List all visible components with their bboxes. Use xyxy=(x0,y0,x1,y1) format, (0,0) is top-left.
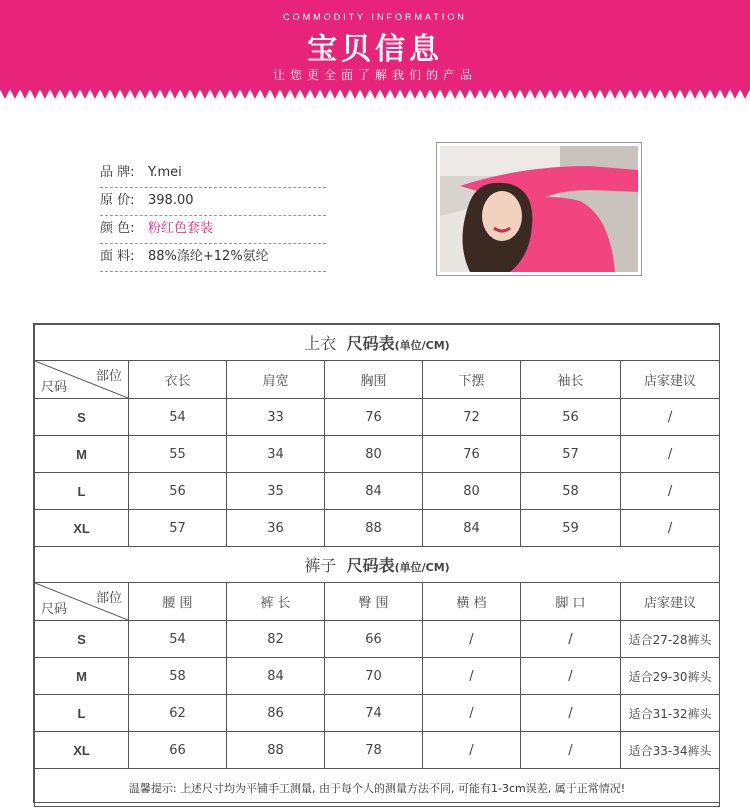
info-row-brand xyxy=(100,160,326,188)
table-cell: 57 xyxy=(129,510,227,547)
table-cell: 80 xyxy=(325,436,423,473)
column-header: 横 档 xyxy=(423,583,521,621)
table-cell: 56 xyxy=(129,473,227,510)
table-row xyxy=(35,695,720,732)
table-cell: 54 xyxy=(129,399,227,436)
info-row-color xyxy=(100,216,326,244)
table-cell: / xyxy=(423,658,521,695)
pants-table-title xyxy=(35,547,720,583)
table-cell: 34 xyxy=(227,436,325,473)
zigzag-divider xyxy=(0,89,750,99)
table-cell: 36 xyxy=(227,510,325,547)
table-cell: 58 xyxy=(521,473,621,510)
table-row xyxy=(35,621,720,658)
table-cell: 84 xyxy=(325,473,423,510)
corner-cell xyxy=(35,361,129,399)
table-cell: 58 xyxy=(129,658,227,695)
table-cell: / xyxy=(423,695,521,732)
page-subtitle: 让您更全面了解我们的产品 xyxy=(272,68,477,82)
corner-label-size: 尺码 xyxy=(41,380,68,395)
table-cell: 适合33-34裤头 xyxy=(621,732,720,769)
table-row xyxy=(35,732,720,769)
size-label: XL xyxy=(35,732,129,769)
size-label: L xyxy=(35,695,129,732)
top-table-title xyxy=(35,325,720,361)
table-cell: 78 xyxy=(325,732,423,769)
table-cell: 80 xyxy=(423,473,521,510)
size-label: M xyxy=(35,658,129,695)
info-row-price xyxy=(100,188,326,216)
column-header: 腰 围 xyxy=(129,583,227,621)
table-cell: 76 xyxy=(325,399,423,436)
table-cell: / xyxy=(521,658,621,695)
table-cell: 59 xyxy=(521,510,621,547)
table-cell: 56 xyxy=(521,399,621,436)
table-cell: 88 xyxy=(325,510,423,547)
column-header: 臀 围 xyxy=(325,583,423,621)
table-cell: 84 xyxy=(227,658,325,695)
table-cell: 84 xyxy=(423,510,521,547)
table-cell: 适合31-32裤头 xyxy=(621,695,720,732)
table-cell: / xyxy=(521,695,621,732)
product-photo xyxy=(436,142,642,276)
table-cell: / xyxy=(621,510,720,547)
info-label: 品 牌: xyxy=(100,165,135,180)
column-header: 衣长 xyxy=(129,361,227,399)
footer-note: 温馨提示: 上述尺寸均为平铺手工测量, 由于每个人的测量方法不同, 可能有1-3cm误差, 属于正常情况! xyxy=(35,769,720,807)
table-cell: / xyxy=(621,399,720,436)
corner-label-part: 部位 xyxy=(95,591,122,606)
page-title: 宝贝信息 xyxy=(307,32,443,67)
table-cell: 76 xyxy=(423,436,521,473)
table-cell: 54 xyxy=(129,621,227,658)
table-cell: 74 xyxy=(325,695,423,732)
table-cell: 66 xyxy=(129,732,227,769)
table-cell: / xyxy=(521,621,621,658)
column-header: 胸围 xyxy=(325,361,423,399)
info-value: 398.00 xyxy=(148,193,194,208)
table-cell: / xyxy=(621,436,720,473)
table-unit: (单位/CM) xyxy=(394,561,450,574)
table-title-main: 尺码表 xyxy=(346,334,395,353)
column-header: 肩宽 xyxy=(227,361,325,399)
info-value: Y.mei xyxy=(148,165,182,180)
info-value: 粉红色套装 xyxy=(148,221,214,236)
size-chart xyxy=(33,323,720,803)
column-header: 店家建议 xyxy=(621,583,720,621)
info-value: 88%涤纶+12%氨纶 xyxy=(148,249,269,264)
header-banner xyxy=(0,0,750,90)
table-cell: 82 xyxy=(227,621,325,658)
column-header: 脚 口 xyxy=(521,583,621,621)
corner-label-part: 部位 xyxy=(95,369,122,384)
size-table xyxy=(34,324,720,807)
table-cell: 57 xyxy=(521,436,621,473)
column-header: 袖长 xyxy=(521,361,621,399)
column-header: 下摆 xyxy=(423,361,521,399)
table-cell: 33 xyxy=(227,399,325,436)
table-cell: 70 xyxy=(325,658,423,695)
size-label: XL xyxy=(35,510,129,547)
table-cell: / xyxy=(423,621,521,658)
size-label: L xyxy=(35,473,129,510)
table-cell: / xyxy=(621,473,720,510)
size-label: S xyxy=(35,621,129,658)
table-row xyxy=(35,658,720,695)
table-title-prefix: 上衣 xyxy=(304,334,337,353)
model-photo-illustration xyxy=(440,146,638,272)
corner-label-size: 尺码 xyxy=(41,602,68,617)
header-en-label: COMMODITY INFORMATION xyxy=(283,12,467,22)
info-row-fabric xyxy=(100,244,326,272)
table-row xyxy=(35,399,720,436)
table-cell: 适合27-28裤头 xyxy=(621,621,720,658)
table-cell: 55 xyxy=(129,436,227,473)
table-cell: / xyxy=(521,732,621,769)
corner-cell xyxy=(35,583,129,621)
table-cell: 35 xyxy=(227,473,325,510)
table-title-prefix: 裤子 xyxy=(304,556,337,575)
info-label: 原 价: xyxy=(100,193,135,208)
info-label: 颜 色: xyxy=(100,221,135,236)
size-label: S xyxy=(35,399,129,436)
table-cell: 66 xyxy=(325,621,423,658)
table-cell: 适合29-30裤头 xyxy=(621,658,720,695)
table-row xyxy=(35,473,720,510)
column-header: 裤 长 xyxy=(227,583,325,621)
table-row xyxy=(35,510,720,547)
table-cell: 88 xyxy=(227,732,325,769)
table-unit: (单位/CM) xyxy=(394,339,450,352)
info-label: 面 料: xyxy=(100,249,135,264)
column-header: 店家建议 xyxy=(621,361,720,399)
product-info xyxy=(100,160,326,272)
table-row xyxy=(35,436,720,473)
table-cell: 72 xyxy=(423,399,521,436)
table-cell: / xyxy=(423,732,521,769)
size-label: M xyxy=(35,436,129,473)
table-title-main: 尺码表 xyxy=(346,556,395,575)
table-cell: 62 xyxy=(129,695,227,732)
table-cell: 86 xyxy=(227,695,325,732)
